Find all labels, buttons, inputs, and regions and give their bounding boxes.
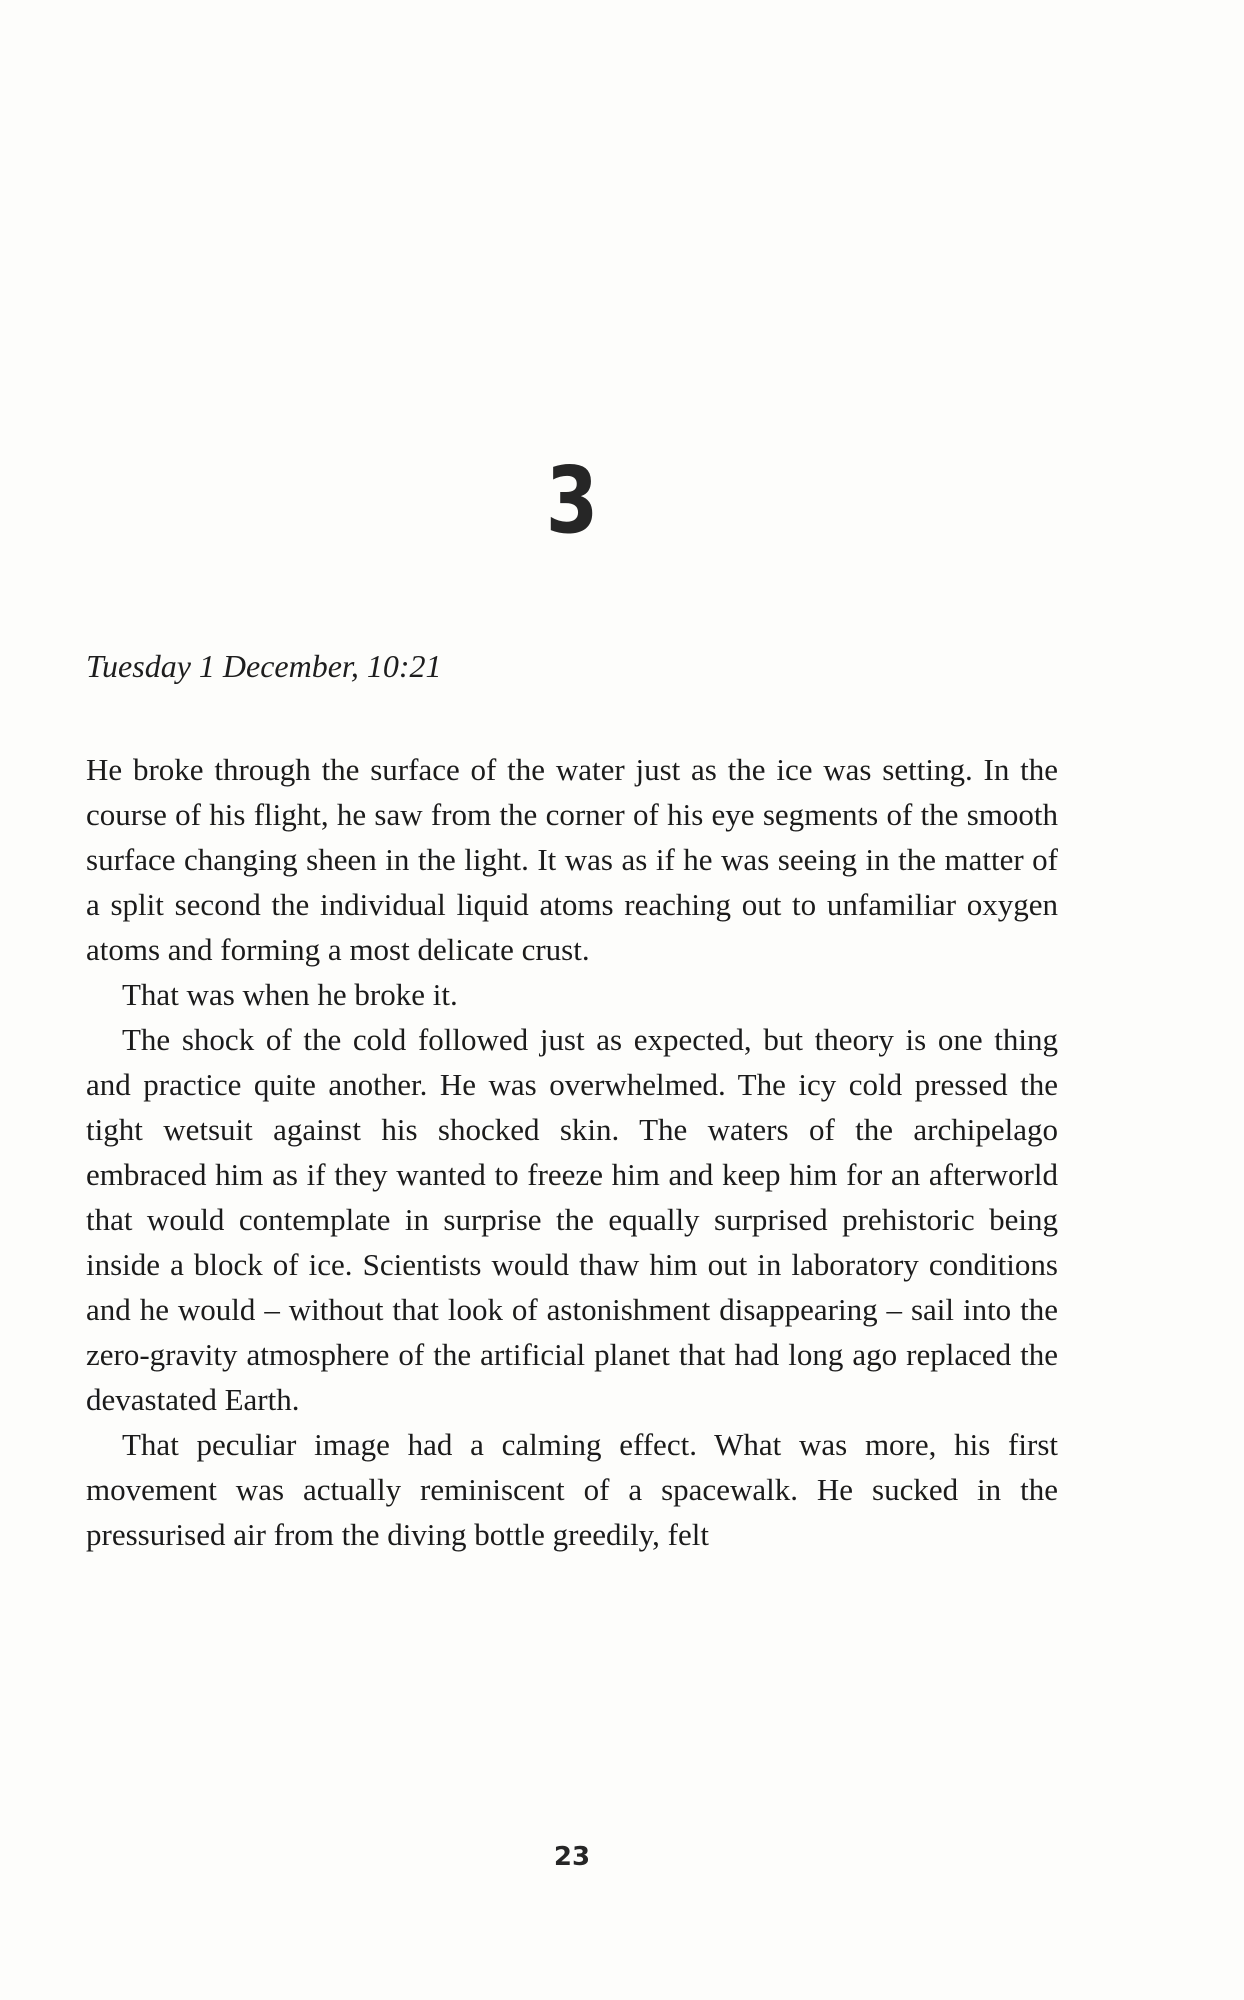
paragraph: That was when he broke it. — [122, 977, 458, 1013]
chapter-dateline: Tuesday 1 December, 10:21 — [86, 648, 442, 684]
paragraph: The shock of the cold followed just as expected, but theory is one thing and practice quite another. He was overwhelmed. The icy cold pressed the tight wetsuit against his shocked skin. The waters of the archipelago embraced him as if they wanted to freeze him and keep him for an afterworld that would contemplate in surprise the equally surprised prehistoric being inside a block of ice. Scientists would thaw him out in laboratory conditions and he would – without that look of astonishment disappearing – sail into the zero-gravity atmosphere of the artificial planet that had long ago replaced the devastated Earth. — [86, 1022, 1058, 1418]
paragraph: That peculiar image had a calming effect. What was more, his first movement was actually reminiscent of a spacewalk. He sucked in the pressurised air from the diving bottle greedily, felt — [86, 1427, 1058, 1553]
chapter-number: 3 — [545, 447, 599, 554]
paragraph: He broke through the surface of the water just as the ice was setting. In the course of his flight, he saw from the corner of his eye segments of the smooth surface changing sheen in the light. It was as if he was seeing in the matter of a split second the individual liquid atoms reaching out to unfamiliar oxygen atoms and forming a most delicate crust. — [86, 752, 1058, 968]
page-number: 23 — [553, 1842, 591, 1872]
body-text — [86, 747, 1058, 1557]
text-block — [86, 0, 1058, 2000]
